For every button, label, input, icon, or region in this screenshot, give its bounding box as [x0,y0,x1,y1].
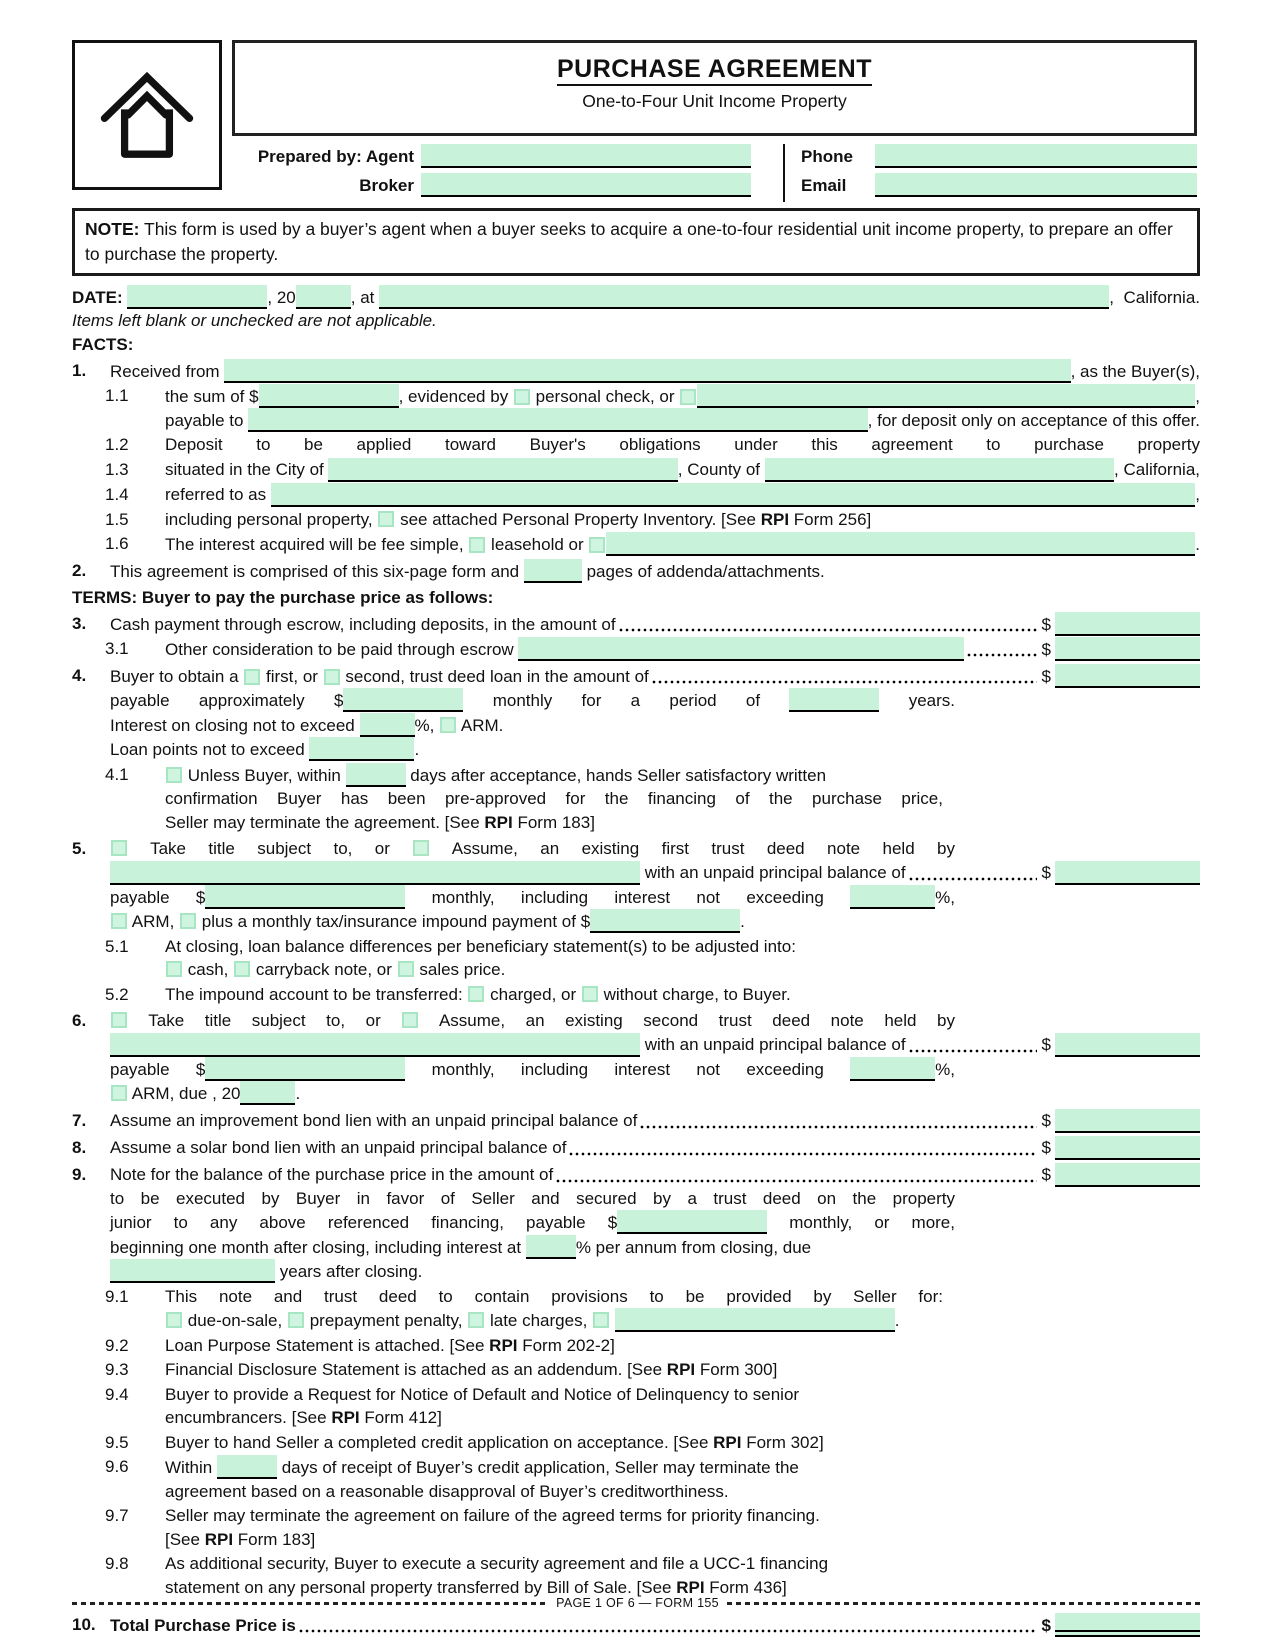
item-9-7-line-1: Seller may terminate the agreement on failure of the agreed terms for priority financing. [165,1506,820,1525]
first-trust-deed-checkbox[interactable] [244,669,260,685]
email-label: Email [801,175,847,195]
assume-checkbox[interactable] [413,840,429,856]
item-9-6-line-1: Within days of receipt of Buyer’s credit application, Seller may terminate the [165,1455,1200,1480]
item-9-8-line-1: As additional security, Buyer to execute a security agreement and file a UCC-1 financing [165,1554,829,1573]
carryback-note-checkbox[interactable] [234,961,250,977]
form-content [72,40,1200,1637]
item-7: 7. Assume an improvement bond lien with an unpaid principal balance of $ [72,1109,1200,1133]
dotted-leader [569,1152,1036,1156]
arm-checkbox[interactable] [440,717,456,733]
without-charge-checkbox[interactable] [582,986,598,1002]
arm-second-trust-checkbox[interactable] [111,1085,127,1101]
item-9-3-line: Financial Disclosure Statement is attached as an addendum. [See RPI Form 300] [165,1360,778,1379]
item-8: 8. Assume a solar bond lien with an unpaid principal balance of $ [72,1136,1200,1160]
blank-items-note: Items left blank or unchecked are not applicable. [72,311,437,330]
item-5-1-line-1: At closing, loan balance differences per beneficiary statement(s) to be adjusted into: [165,936,796,956]
item-1-4: 1.4 referred to as , [105,483,1200,507]
addenda-pages-field[interactable] [524,559,582,583]
item-9-6-line-2: agreement based on a reasonable disapproval of Buyer’s creditworthiness. [165,1481,729,1501]
dollar-sign: $ [1041,863,1051,882]
email-row [801,173,1197,197]
item-5-line-1: Take title subject to, or Assume, an existing first trust deed note held by [110,837,955,861]
sales-price-checkbox[interactable] [398,961,414,977]
dollar-sign: $ [1041,1111,1051,1130]
leasehold-checkbox[interactable] [469,537,485,553]
note-box [72,208,1200,276]
item-6-line-1: Take title subject to, or Assume, an existing second trust deed note held by [110,1009,955,1033]
dollar-sign: $ [1041,1035,1051,1054]
note-balance-field[interactable] [1055,1163,1200,1187]
assume-second-checkbox[interactable] [402,1012,418,1028]
item-1-5: 1.5 including personal property, see attached Personal Property Inventory. [See RPI Form 256] [105,508,1200,532]
other-interest-checkbox[interactable] [589,537,605,553]
personal-property-inventory-checkbox[interactable] [378,511,394,527]
second-trust-rate-field[interactable] [850,1057,935,1081]
loan-points-field[interactable] [309,737,414,761]
as-buyers-label: , as the Buyer(s), [1070,361,1200,381]
property-description-field[interactable] [271,483,1195,507]
item-9-7: 9.7 Seller may terminate the agreement on failure of the agreed terms for priority financing. [See RPI Form 183] [105,1504,1200,1551]
item-5-1: 5.1 At closing, loan balance differences per beneficiary statement(s) to be adjusted into: cash, carryback note, or sales price. [105,935,1200,982]
item-9-4-line-1: Buyer to provide a Request for Notice of Default and Notice of Delinquency to senior [165,1384,800,1404]
dotted-leader [619,628,1037,632]
item-5-line-4: ARM, plus a monthly tax/insurance impound payment of $ . [110,909,1200,934]
item-5: 5. Take title subject to, or Assume, an existing first trust deed note held by with an unpaid principal balance of $ payable $ monthly, including interest not exceeding %, ARM, plus a monthly tax/insurance impound payment of $ . [72,837,1200,934]
item-1 [72,359,1200,383]
dotted-leader [640,1125,1036,1129]
item-9: 9. Note for the balance of the purchase price in the amount of $ to be executed by Buyer in favor of Seller and secured by a trust deed on the property junior to any above referenced financing, payable $ monthly, or more, beginning one month after closing, including interest at % per annum from closing, due years after closing. [72,1163,1200,1284]
item-7-line: Assume an improvement bond lien with an unpaid principal balance of $ [110,1109,1200,1133]
arm-first-trust-checkbox[interactable] [111,913,127,929]
item-9-1-line-2: due-on-sale, prepayment penalty, late charges, . [165,1308,1200,1333]
charged-checkbox[interactable] [468,986,484,1002]
received-from-label: Received from [110,361,225,381]
item-10: 10. Total Purchase Price is $ [72,1613,1200,1637]
first-trust-balance-field[interactable] [1055,861,1200,885]
item-5-2: 5.2 The impound account to be transferred: charged, or without charge, to Buyer. [105,983,1200,1007]
item-9-4: 9.4 Buyer to provide a Request for Notice of Default and Notice of Delinquency to senior encumbrancers. [See RPI Form 412] [105,1383,1200,1430]
other-interest-field[interactable] [606,532,1195,556]
first-trust-monthly-field[interactable] [205,885,405,909]
date-year-field[interactable] [296,285,351,309]
item-9-7-line-2: [See RPI Form 183] [165,1529,316,1549]
credit-review-days-field[interactable] [217,1455,277,1479]
cash-checkbox[interactable] [166,961,182,977]
page-title [235,55,1194,83]
personal-check-checkbox[interactable] [514,389,530,405]
broker-row [232,173,757,197]
item-1-1-line-1: the sum of $ , evidenced by personal check, or , [165,384,1200,408]
other-provision-field[interactable] [615,1308,895,1332]
item-2-line: This agreement is comprised of this six-page form and pages of addenda/attachments. [110,559,1200,584]
note-monthly-payment-field[interactable] [617,1210,767,1234]
item-5-line-2: with an unpaid principal balance of $ [110,861,1200,885]
item-9-3: 9.3 Financial Disclosure Statement is attached as an addendum. [See RPI Form 300] [105,1358,1200,1382]
item-4: 4. Buyer to obtain a first, or second, trust deed loan in the amount of $ payable approximately $ monthly for a period of years. Interest on closing not to exceed %, ARM. Loan points not to exceed . [72,664,1200,762]
date-day-field[interactable] [127,285,267,309]
item-6-line-2: with an unpaid principal balance of $ [110,1033,1200,1057]
item-9-line-1: Note for the balance of the purchase price in the amount of $ [110,1163,1200,1187]
item-1-1 [105,384,1200,432]
payable-to-field[interactable] [248,408,867,432]
broker-label: Broker [359,175,414,195]
item-5-2-line: The impound account to be transferred: charged, or without charge, to Buyer. [165,984,791,1004]
item-1-2: 1.2 Deposit to be applied toward Buyer's obligations under this agreement to purchase property [105,433,1200,457]
terms-heading: TERMS: Buyer to pay the purchase price as follows: [72,587,494,607]
item-9-line-4: beginning one month after closing, including interest at % per annum from closing, due [110,1235,1200,1260]
brand-logo-box [72,40,222,190]
phone-label: Phone [801,146,853,166]
item-6: 6. Take title subject to, or Assume, an existing second trust deed note held by with an unpaid principal balance of $ payable $ monthly, including interest not exceeding %, ARM, due , 20 . [72,1009,1200,1106]
item-3-line: Cash payment through escrow, including deposits, in the amount of $ [110,612,1200,636]
other-provision-checkbox[interactable] [593,1312,609,1328]
other-consideration-desc-field[interactable] [518,637,963,661]
page-title-text: PURCHASE AGREEMENT [557,55,872,86]
interest-rate-field[interactable] [360,713,415,737]
broker-name-field[interactable] [421,173,751,197]
prepared-by-right [801,144,1197,202]
item-4-1-line-3: Seller may terminate the agreement. [See RPI Form 183] [165,812,595,832]
item-9-6: 9.6 Within days of receipt of Buyer’s credit application, Seller may terminate the agreement based on a reasonable disapproval of Buyer’s creditworthiness. [105,1455,1200,1503]
item-2: 2. This agreement is comprised of this six-page form and pages of addenda/attachments. [72,559,1200,584]
item-3: 3. Cash payment through escrow, including deposits, in the amount of $ [72,612,1200,636]
dollar-sign: $ [1041,1615,1051,1635]
date-sep1: , 20 [267,287,296,307]
dollar-sign: $ [1041,666,1051,686]
date-sep2: , at [350,287,380,307]
house-icon [91,59,203,171]
total-purchase-price-field[interactable] [1055,1613,1200,1637]
item-8-line: Assume a solar bond lien with an unpaid principal balance of $ [110,1136,1200,1160]
item-9-2: 9.2 Loan Purpose Statement is attached. [See RPI Form 202-2] [105,1334,1200,1358]
second-trust-deed-checkbox[interactable] [324,669,340,685]
other-check-desc-field[interactable] [697,384,1195,408]
loan-period-years-field[interactable] [789,688,879,712]
date-label: DATE: [72,287,128,307]
item-4-line-2: payable approximately $ monthly for a period of years. [110,688,955,713]
form-body [72,208,1200,1637]
phone-field[interactable] [875,144,1197,168]
item-1-3-line: situated in the City of , County of , California, [165,458,1200,482]
prepared-by-block [232,144,1197,202]
county-field[interactable] [765,458,1114,482]
item-1-5-line: including personal property, see attached Personal Property Inventory. [See RPI Form 256] [165,509,872,529]
second-trust-due-year-field[interactable] [240,1081,295,1105]
city-field[interactable] [328,458,677,482]
second-trust-monthly-field[interactable] [205,1057,405,1081]
item-1-6: 1.6 The interest acquired will be fee simple, leasehold or . [105,532,1200,556]
item-4-1-line-1: Unless Buyer, within days after acceptance, hands Seller satisfactory written [165,763,1200,788]
item-4-line-1: Buyer to obtain a first, or second, trust deed loan in the amount of $ [110,664,1200,688]
item-9-line-3: junior to any above referenced financing, payable $ monthly, or more, [110,1210,955,1235]
solar-bond-balance-field[interactable] [1055,1136,1200,1160]
dotted-leader [299,1629,1037,1633]
preapproval-checkbox[interactable] [166,767,182,783]
facts-heading: FACTS: [72,334,134,354]
item-9-5-line: Buyer to hand Seller a completed credit application on acceptance. [See RPI Form 302] [165,1432,824,1452]
dotted-leader [967,653,1037,657]
dollar-sign: $ [1041,614,1051,634]
prepared-by-left [232,144,757,202]
item-1-4-line: referred to as , [165,483,1200,507]
form-subtitle: One-to-Four Unit Income Property [582,90,847,111]
item-1-2-text: Deposit to be applied toward Buyer's obligations under this agreement to purchase property [165,435,1200,454]
monthly-payment-field[interactable] [343,688,463,712]
item-9-5: 9.5 Buyer to hand Seller a completed credit application on acceptance. [See RPI Form 302] [105,1431,1200,1455]
page-footer-text: PAGE 1 OF 6 — FORM 155 [556,1596,719,1610]
page-footer [72,1592,1203,1616]
item-9-8-line-2: statement on any personal property transferred by Bill of Sale. [See RPI Form 436] [165,1577,787,1597]
item-1-6-line: The interest acquired will be fee simple, leasehold or . [165,532,1200,556]
dotted-leader [909,877,1037,881]
date-place-field[interactable] [379,285,1109,309]
dotted-leader [909,1049,1037,1053]
agent-name-field[interactable] [421,144,751,168]
take-title-subject-checkbox[interactable] [111,840,127,856]
item-1-1-number: 1.1 [105,386,129,405]
footer-dash-right [727,1602,1203,1605]
date-line [72,285,1200,309]
item-6-line-3: payable $ monthly, including interest not exceeding %, [110,1057,955,1082]
second-trust-balance-field[interactable] [1055,1033,1200,1057]
first-trust-rate-field[interactable] [850,885,935,909]
impound-payment-field[interactable] [590,909,740,933]
item-5-line-3: payable $ monthly, including interest not exceeding %, [110,885,955,910]
note-label: NOTE: [85,219,140,239]
impound-payment-checkbox[interactable] [180,913,196,929]
other-check-form-checkbox[interactable] [680,389,696,405]
item-1-1-line-2: payable to , for deposit only on acceptance of this offer. [165,408,1200,432]
dollar-sign: $ [1041,1165,1051,1184]
item-6-line-4: ARM, due , 20 . [110,1081,1200,1106]
prepared-by-agent-label: Prepared by: Agent [257,146,414,166]
item-10-line: Total Purchase Price is $ [110,1613,1200,1637]
phone-row [801,144,1197,168]
item-3-1-line: Other consideration to be paid through escrow $ [165,637,1200,661]
item-5-1-line-2: cash, carryback note, or sales price. [165,958,1200,982]
first-trust-note-holder-field[interactable] [110,861,640,885]
buyer-name-field[interactable] [224,359,1070,383]
item-1-line-1 [110,359,1200,383]
improvement-bond-balance-field[interactable] [1055,1109,1200,1133]
dollar-sign: $ [1041,639,1051,659]
item-9-line-5: years after closing. [110,1259,1200,1284]
item-9-line-2: to be executed by Buyer in favor of Seller and secured by a trust deed on the property [110,1188,955,1208]
dotted-leader [556,1179,1036,1183]
preapproval-days-field[interactable] [346,763,406,787]
item-3-1: 3.1 Other consideration to be paid through escrow $ [105,637,1200,661]
item-9-4-line-2: encumbrancers. [See RPI Form 412] [165,1408,442,1427]
item-9-2-line: Loan Purpose Statement is attached. [See RPI Form 202-2] [165,1335,615,1355]
item-9-1-line-1: This note and trust deed to contain provisions to be provided by Seller for: [165,1286,943,1306]
item-4-1-line-2: confirmation Buyer has been pre-approved for the financing of the purchase price, [165,789,943,808]
footer-dash-left [72,1602,548,1605]
dotted-leader [652,680,1037,684]
item-9-1: 9.1 This note and trust deed to contain provisions to be provided by Seller for: due-on-sale, prepayment penalty, late charges, . [105,1285,1200,1333]
item-1-number: 1. [72,361,87,380]
take-title-subject-second-checkbox[interactable] [111,1012,127,1028]
email-field[interactable] [875,173,1197,197]
item-4-line-3: Interest on closing not to exceed %, ARM. [110,713,1200,738]
note-interest-rate-field[interactable] [526,1235,576,1259]
item-4-1: 4.1 Unless Buyer, within days after acceptance, hands Seller satisfactory written confirmation Buyer has been pre-approved for the financing of the purchase price, Seller may terminate the agreement. [See RPI Form 183] [105,763,1200,835]
item-9-8: 9.8 As additional security, Buyer to execute a security agreement and file a UCC-1 financing statement on any personal property transferred by Bill of Sale. [See RPI Form 436] [105,1552,1200,1599]
prepayment-penalty-checkbox[interactable] [288,1312,304,1328]
other-consideration-amount-field[interactable] [1055,637,1200,661]
item-1-3: 1.3 situated in the City of , County of , California, [105,458,1200,482]
loan-amount-field[interactable] [1055,664,1200,688]
dollar-sign: $ [1041,1138,1051,1157]
second-trust-note-holder-field[interactable] [110,1033,640,1057]
note-due-years-field[interactable] [110,1259,275,1283]
vertical-divider [783,144,785,202]
deposit-sum-field[interactable] [259,384,399,408]
agent-row [232,144,757,168]
late-charges-checkbox[interactable] [468,1312,484,1328]
form-title-box [232,40,1197,136]
item-4-line-4: Loan points not to exceed . [110,737,1200,762]
cash-payment-amount-field[interactable] [1055,612,1200,636]
due-on-sale-checkbox[interactable] [166,1312,182,1328]
note-text: This form is used by a buyer’s agent when a buyer seeks to acquire a one-to-four residential unit income property, to prepare an offer to purchase the property. [85,219,1173,264]
date-suffix: , California. [1109,287,1200,307]
